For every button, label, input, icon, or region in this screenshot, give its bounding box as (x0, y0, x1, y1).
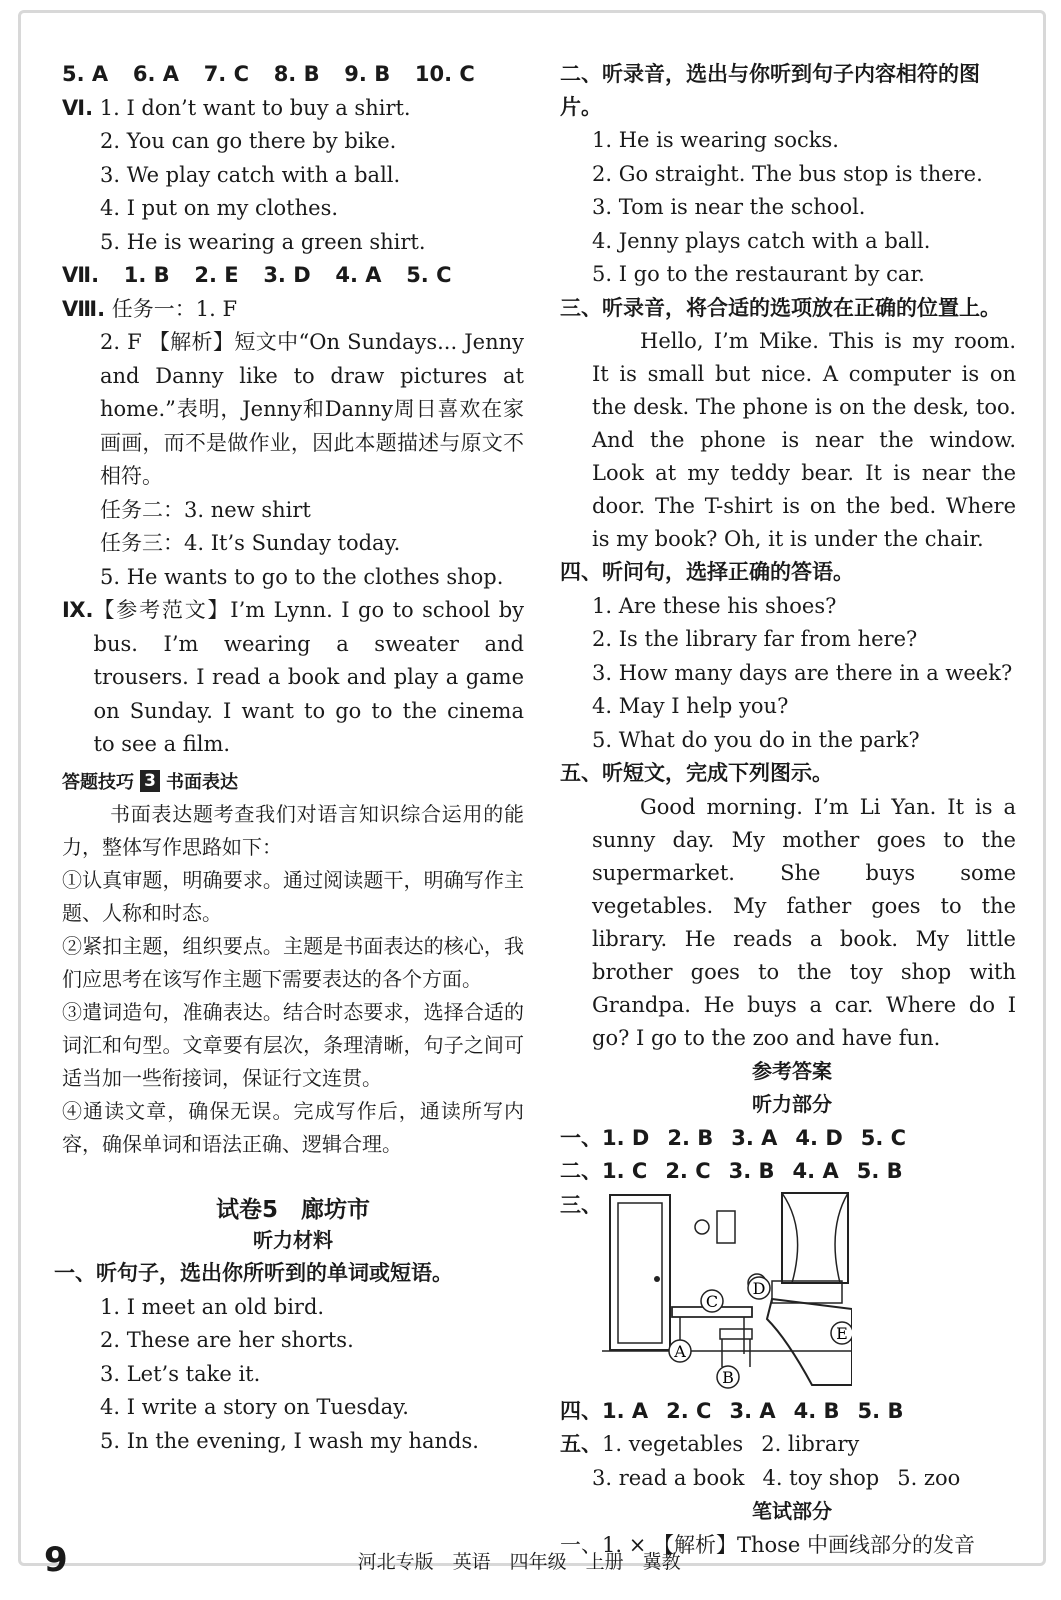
figure-label: B (722, 1367, 734, 1387)
answer-item: 5. B (856, 1159, 903, 1183)
answer-row-1 (560, 1122, 1016, 1156)
answer-sentence: 2. You can go there by bike. (100, 129, 397, 153)
paper-title: 试卷5 廊坊市 (215, 1196, 370, 1223)
listening-sentence: 1. I meet an old bird. (100, 1294, 325, 1319)
listening-question: 1. Are these his shoes? (592, 593, 837, 618)
chair-shape (720, 1329, 752, 1339)
section-viii-task1 (62, 293, 524, 327)
analysis-paragraph: 2. F 【解析】短文中“On Sundays... Jenny and Danny like to draw pictures at home.”表明，Jenny和Danny周日喜欢在家画画，而不是做作业，因此本题描述与原文不相符。 (100, 330, 524, 488)
figure-label: D (752, 1278, 766, 1298)
window-shape (782, 1193, 848, 1283)
tip-title: 书面表达 (166, 771, 238, 793)
answer-item: 1. D (602, 1125, 650, 1150)
answer-item: 5. C (860, 1125, 907, 1150)
tip-point: ④通读文章，确保无误。完成写作后，通读所写内容，确保单词和语法正确、逻辑合理。 (62, 1098, 524, 1156)
section-label: Ⅷ. (62, 296, 106, 321)
tip-prefix: 答题技巧 (62, 771, 134, 793)
figure-label: C (705, 1291, 719, 1311)
answer-item: 5. zoo (897, 1465, 961, 1490)
listening-sentence: 3. Let’s take it. (100, 1361, 261, 1386)
section-ix (62, 594, 524, 762)
page-number: 9 (44, 1540, 68, 1580)
task-answer: 任务二：3. new shirt (100, 497, 311, 522)
section-vi-line-1 (62, 92, 524, 126)
door-shape (610, 1195, 670, 1350)
answer-sentence: 3. We play catch with a ball. (100, 162, 401, 187)
listening-question: 3. How many days are there in a week? (592, 660, 1013, 685)
answer-item: 5. C (406, 263, 452, 287)
listening-sentence: 2. These are her shorts. (100, 1328, 354, 1352)
answer-item: 4. A (335, 263, 382, 287)
answer-item: 5. B (857, 1398, 904, 1423)
answer-row-5-10 (62, 58, 524, 92)
listening-passage: Hello, I’m Mike. This is my room. It is small but nice. A computer is on the desk. The phone is on the desk, too. And the phone is near the window. Look at my teddy bear. It is near the door. The T-shirt is on the bed. Where is my book? Oh, it is under the chair. (592, 329, 1016, 551)
answer-item: 2. E (194, 263, 239, 287)
answer-item: 5. A (62, 62, 109, 86)
listening-sentence: 4. Jenny plays catch with a ball. (592, 228, 931, 253)
answer-row-3 (560, 1189, 1016, 1395)
answer-row-5b (568, 1462, 1016, 1496)
section-label: 一、 (560, 1125, 602, 1150)
question-heading: 二、听录音，选出与你听到句子内容相符的图片。 (560, 62, 980, 119)
question-heading: 一、听句子，选出你所听到的单词或短语。 (54, 1261, 453, 1285)
footer-info: 河北专版 英语 四年级 上册 冀教 (357, 1550, 681, 1573)
answer-sentence: 5. He is wearing a green shirt. (100, 229, 426, 254)
tip-point: ①认真审题，明确要求。通过阅读题干，明确写作主题、人称和时态。 (62, 867, 524, 925)
page-footer (44, 1540, 1024, 1580)
listening-sentence: 1. He is wearing socks. (592, 128, 839, 152)
answer-row-5a (560, 1428, 1016, 1462)
question-heading: 三、听录音，将合适的选项放在正确的位置上。 (560, 295, 1001, 320)
left-column (54, 58, 524, 1458)
tip-number-badge: 3 (140, 770, 160, 792)
answer-item: 3. B (728, 1159, 775, 1183)
section-label: 五、 (560, 1432, 602, 1456)
listening-sentence: 2. Go straight. The bus stop is there. (592, 161, 983, 186)
answer-item: 2. C (665, 1159, 711, 1183)
answer-sentence: 1. I don’t want to buy a shirt. (99, 95, 411, 120)
question-heading: 五、听短文，完成下列图示。 (560, 761, 833, 785)
tip-point: ③遣词造句，准确表达。结合时态要求，选择合适的词汇和句型。文章要有层次，条理清晰，句子之间可适当加一些衔接词，保证行文连贯。 (62, 999, 524, 1090)
answer-row-4 (560, 1395, 1016, 1429)
answer-sentence: 4. I put on my clothes. (100, 196, 339, 220)
answer-item: 3. read a book (592, 1465, 745, 1490)
tip-intro: 书面表达题考查我们对语言知识综合运用的能力，整体写作思路如下： (62, 801, 524, 859)
answer-item: 4. D (795, 1125, 843, 1150)
answer-item: 8. B (273, 62, 320, 86)
written-answer-line: 一、1. × 【解析】Those 中画线部分的发音 (560, 1532, 976, 1557)
answer-item: 1. vegetables (602, 1432, 744, 1456)
tip-point: ②紧扣主题，组织要点。主题是书面表达的核心，我们应思考在该写作主题下需要表达的各个方面。 (62, 933, 524, 991)
answer-item: 10. C (414, 62, 475, 86)
question-heading: 四、听问句，选择正确的答语。 (560, 560, 854, 584)
answer-item: 2. B (667, 1125, 714, 1150)
listening-sentence: 5. I go to the restaurant by car. (592, 262, 925, 286)
figure-label: E (836, 1323, 848, 1343)
answer-item: 1. B (123, 263, 170, 287)
listening-passage: Good morning. I’m Li Yan. It is a sunny day. My mother goes to the supermarket. She buys some vegetables. My father goes to the library. He reads a book. My little brother goes to the toy shop with Grandpa. He buys a car. Where do I go? I go to the zoo and have fun. (592, 794, 1016, 1050)
task-answer: 任务三：4. It’s Sunday today. (100, 531, 401, 555)
section-label: 四、 (560, 1398, 602, 1423)
clock-shape (695, 1220, 709, 1234)
answer-item: 9. B (344, 62, 391, 86)
figure-label: A (674, 1341, 686, 1361)
room-illustration (602, 1189, 852, 1389)
answer-item: 2. library (761, 1432, 860, 1456)
answer-item: 1. C (602, 1159, 648, 1183)
task-answer: 任务一：1. F (111, 296, 238, 321)
section-label: Ⅶ. (62, 263, 100, 287)
answer-item: 7. C (203, 62, 249, 86)
section-heading: 听力部分 (752, 1092, 832, 1116)
section-vii (62, 259, 524, 293)
answer-item: 4. toy shop (762, 1465, 880, 1490)
answer-item: 3. A (729, 1398, 776, 1423)
tip-heading (62, 768, 524, 794)
listening-question: 4. May I help you? (592, 694, 789, 718)
listening-question: 2. Is the library far from here? (592, 627, 918, 651)
section-label: Ⅸ. (62, 598, 94, 622)
section-label: Ⅵ. (62, 95, 94, 120)
listening-question: 5. What do you do in the park? (592, 727, 920, 752)
answer-item: 2. C (666, 1398, 712, 1423)
answer-item: 6. A (132, 62, 179, 86)
sample-essay: 【参考范文】I’m Lynn. I go to school by bus. I’m wearing a sweater and trousers. I read a book and play a game on Sunday. I want to go to the cinema to see a film. (93, 598, 524, 756)
right-column (560, 58, 1016, 1562)
answer-item: 4. A (792, 1159, 839, 1183)
section-heading: 听力材料 (253, 1227, 333, 1252)
section-heading: 参考答案 (752, 1058, 832, 1083)
listening-sentence: 4. I write a story on Tuesday. (100, 1395, 409, 1419)
section-label: 二、 (560, 1159, 602, 1183)
answer-item: 4. B (793, 1398, 840, 1423)
answer-item: 3. A (731, 1125, 778, 1150)
listening-sentence: 3. Tom is near the school. (592, 195, 866, 219)
section-heading: 笔试部分 (752, 1499, 832, 1523)
answer-item: 1. A (602, 1398, 649, 1423)
answer-row-2 (560, 1155, 1016, 1189)
section-label: 三、 (560, 1192, 602, 1217)
listening-sentence: 5. In the evening, I wash my hands. (100, 1428, 479, 1453)
task-answer: 5. He wants to go to the clothes shop. (100, 564, 504, 589)
answer-item: 3. D (263, 263, 311, 287)
